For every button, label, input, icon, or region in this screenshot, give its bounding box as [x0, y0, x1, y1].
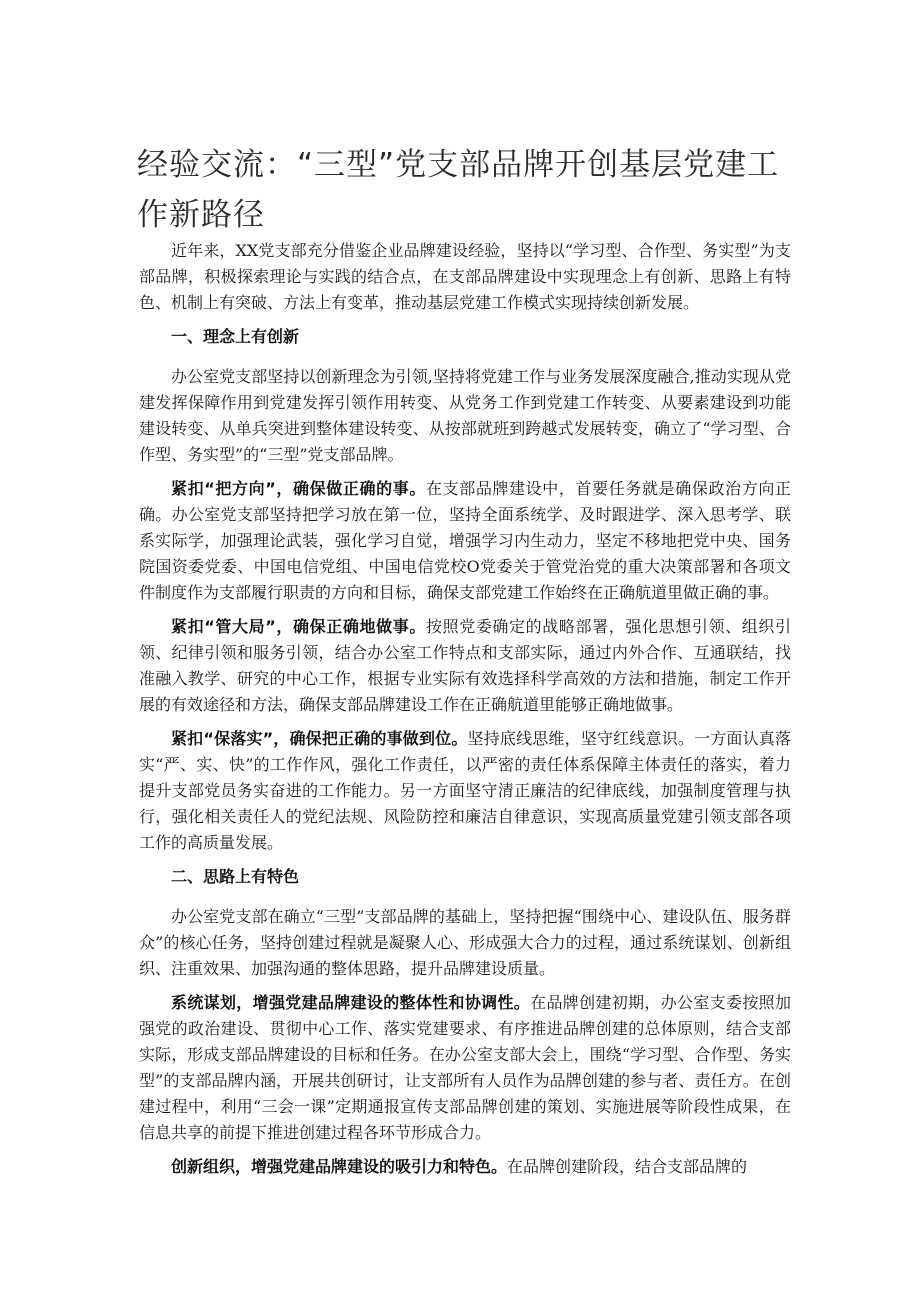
document-body — [139, 238, 791, 1188]
item-text: 坚持底线思维，坚守红线意识。一方面认真落实“严、实、快”的工作作风，强化工作责任，以严密的责任体系保障主体责任的落实，着力提升支部党员务实奋进的工作能力。另一方面坚守清正廉洁的纪律底线，加强制度管理与执行，强化相关责任人的党纪法规、风险防控和廉洁自律意识，实现高质量党建引领支部各项工作的高质量发展。 — [139, 729, 791, 852]
item-text: 按照党委确定的战略部署，强化思想引领、组织引领、纪律引领和服务引领，结合办公室工作特点和支部实际，通过内外合作、互通联结，找准融入教学、研究的中心工作，根据专业实际有效选择科学高效的方法和措施，制定工作开展的有效途径和方法，确保支部品牌建设工作在正确航道里能够正确地做事。 — [139, 617, 791, 714]
page-title: 经验交流：“三型”党支部品牌开创基层党建工作新路径 — [137, 147, 780, 233]
section-2-heading: 二、思路上有特色 — [171, 867, 300, 886]
item-text: 在品牌创建阶段，结合支部品牌的 — [507, 1157, 748, 1176]
item-lead: 系统谋划，增强党建品牌建设的整体性和协调性。 — [171, 993, 531, 1012]
item-lead: 紧扣“管大局”，确保正确地做事。 — [171, 617, 426, 636]
item-text: 在品牌创建初期，办公室支委按照加强党的政治建设、贯彻中心工作、落实党建要求、有序推进品牌创建的总体原则，结合支部实际，形成支部品牌建设的目标和任务。在办公室支部大会上，围绕“学习型、合作型、务实型”的支部品牌内涵，开展共创研讨，让支部所有人员作为品牌创建的参与者、责任方。在创建过程中，利用“三会一课”定期通报宣传支部品牌创建的策划、实施进展等阶段性成果，在信息共享的前提下推进创建过程各环节形成合力。 — [139, 993, 791, 1142]
section-1-item-1 — [139, 476, 791, 606]
section-1-heading: 一、理念上有创新 — [171, 327, 300, 346]
item-lead: 紧扣“把方向”，确保做正确的事。 — [171, 479, 426, 498]
section-2-item-2 — [139, 1154, 791, 1180]
section-1-item-2 — [139, 614, 791, 718]
item-text: 在支部品牌建设中，首要任务就是确保政治方向正确。办公室党支部坚持把学习放在第一位，坚持全面系统学、及时跟进学、深入思考学、联系实际学，加强理论武装，强化学习自觉，增强学习内生动力，坚定不移地把党中央、国务院国资委党委、中国电信党组、中国电信党校O党委关于管党治党的重大决策部署和各项文件制度作为支部履行职责的方向和目标，确保支部党建工作始终在正确航道里做正确的事。 — [139, 479, 791, 602]
section-1-item-3 — [139, 726, 791, 856]
section-1-paragraph: 办公室党支部坚持以创新理念为引领,坚持将党建工作与业务发展深度融合,推动实现从党建发挥保障作用到党建发挥引领作用转变、从党务工作到党建工作转变、从要素建设到功能建设转变、从单兵突进到整体建设转变、从按部就班到跨越式发展转变，确立了“学习型、合作型、务实型”的“三型”党支部品牌。 — [139, 367, 791, 464]
section-2-item-1 — [139, 990, 791, 1146]
item-lead: 紧扣“保落实”，确保把正确的事做到位。 — [171, 729, 468, 748]
intro-paragraph: 近年来，XX党支部充分借鉴企业品牌建设经验，坚持以“学习型、合作型、务实型”为支部品牌，积极探索理论与实践的结合点，在支部品牌建设中实现理念上有创新、思路上有特色、机制上有突破、方法上有变革，推动基层党建工作模式实现持续创新发展。 — [139, 241, 791, 312]
item-lead: 创新组织，增强党建品牌建设的吸引力和特色。 — [171, 1157, 508, 1176]
section-2-paragraph: 办公室党支部在确立“三型”支部品牌的基础上，坚持把握“围绕中心、建设队伍、服务群众”的核心任务，坚持创建过程就是凝聚人心、形成强大合力的过程，通过系统谋划、创新组织、注重效果、加强沟通的整体思路，提升品牌建设质量。 — [139, 907, 791, 978]
